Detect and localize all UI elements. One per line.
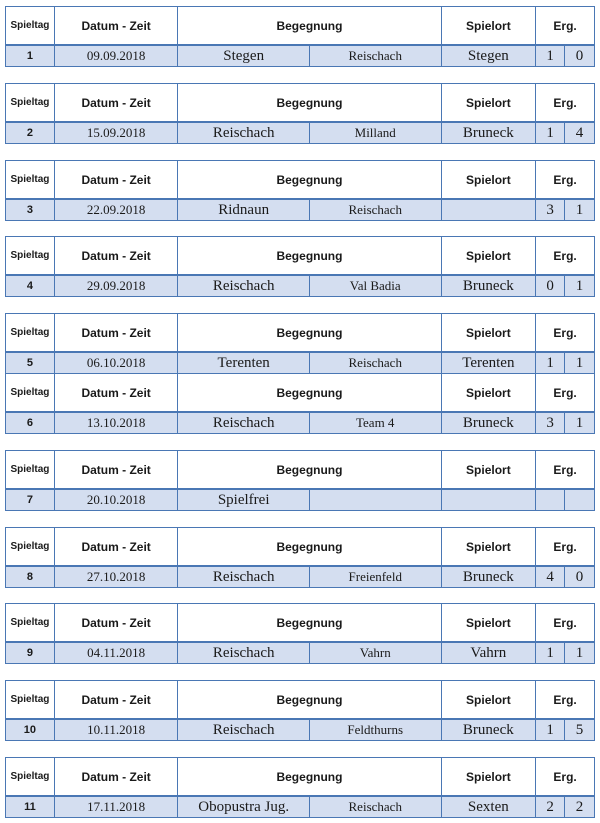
header-spieltag: Spieltag xyxy=(6,84,55,121)
datum-cell: 06.10.2018 xyxy=(55,353,179,373)
spieltag-cell: 11 xyxy=(6,797,55,817)
header-ergebnis: Erg. xyxy=(553,95,577,110)
match-block xyxy=(5,313,595,374)
tore-heim-cell: 0 xyxy=(536,276,565,296)
datum-cell: 15.09.2018 xyxy=(55,123,179,143)
header-spielort: Spielort xyxy=(442,451,537,488)
header-begegnung: Begegnung xyxy=(178,451,441,488)
gast-team-cell: Reischach xyxy=(310,200,442,220)
header-ergebnis: Erg. xyxy=(553,462,577,477)
datum-cell: 13.10.2018 xyxy=(55,413,179,433)
datum-cell: 29.09.2018 xyxy=(55,276,179,296)
gast-team-cell: Val Badia xyxy=(310,276,442,296)
header-spielort: Spielort xyxy=(442,7,537,44)
header-datum: Datum - Zeit xyxy=(55,237,179,274)
header-ergebnis: Erg. xyxy=(553,615,577,630)
tore-gast-cell: 4 xyxy=(575,124,584,141)
header-spielort: Spielort xyxy=(442,84,537,121)
spieltag-cell: 8 xyxy=(6,567,55,587)
spielort-cell: Vahrn xyxy=(442,643,537,663)
datum-cell: 17.11.2018 xyxy=(55,797,179,817)
gast-team-cell: Team 4 xyxy=(310,413,442,433)
tore-gast-cell: 1 xyxy=(575,277,584,294)
header-datum: Datum - Zeit xyxy=(55,374,179,411)
match-row xyxy=(6,720,594,740)
gast-team-cell: Reischach xyxy=(310,797,442,817)
header-spieltag: Spieltag xyxy=(6,758,55,795)
tore-heim-cell xyxy=(536,490,565,510)
datum-cell: 04.11.2018 xyxy=(55,643,179,663)
header-ergebnis: Erg. xyxy=(553,248,577,263)
spieltag-cell: 5 xyxy=(6,353,55,373)
header-datum: Datum - Zeit xyxy=(55,528,179,565)
spielort-cell: Bruneck xyxy=(442,123,537,143)
header-row xyxy=(6,604,594,643)
match-block xyxy=(5,236,595,297)
match-row xyxy=(6,276,594,296)
gast-team-cell: Freienfeld xyxy=(310,567,442,587)
heim-team-cell: Reischach xyxy=(178,123,310,143)
match-row xyxy=(6,200,594,220)
spieltag-cell: 6 xyxy=(6,413,55,433)
header-spieltag: Spieltag xyxy=(6,681,55,718)
header-spieltag: Spieltag xyxy=(6,237,55,274)
header-spieltag: Spieltag xyxy=(6,604,55,641)
datum-cell: 22.09.2018 xyxy=(55,200,179,220)
match-block xyxy=(5,680,595,741)
header-spielort: Spielort xyxy=(442,758,537,795)
spielort-cell: Bruneck xyxy=(442,413,537,433)
header-begegnung: Begegnung xyxy=(178,604,441,641)
tore-gast-cell: 0 xyxy=(575,47,584,64)
match-row xyxy=(6,123,594,143)
datum-cell: 20.10.2018 xyxy=(55,490,179,510)
header-spieltag: Spieltag xyxy=(6,451,55,488)
spielort-cell xyxy=(442,490,537,510)
heim-team-cell: Reischach xyxy=(178,276,310,296)
header-spielort: Spielort xyxy=(442,161,537,198)
header-row xyxy=(6,314,594,353)
header-ergebnis: Erg. xyxy=(553,692,577,707)
header-ergebnis: Erg. xyxy=(553,539,577,554)
gast-team-cell: Reischach xyxy=(310,46,442,66)
datum-cell: 09.09.2018 xyxy=(55,46,179,66)
header-spieltag: Spieltag xyxy=(6,161,55,198)
gast-team-cell: Vahrn xyxy=(310,643,442,663)
tore-gast-cell xyxy=(565,490,594,510)
tore-heim-cell: 1 xyxy=(536,46,565,66)
header-row xyxy=(6,451,594,490)
spielort-cell: Bruneck xyxy=(442,567,537,587)
match-block xyxy=(5,603,595,664)
match-block xyxy=(5,527,595,588)
tore-heim-cell: 1 xyxy=(536,643,565,663)
header-spielort: Spielort xyxy=(442,237,537,274)
spielort-cell: Bruneck xyxy=(442,720,537,740)
tore-heim-cell: 3 xyxy=(536,413,565,433)
spieltag-cell: 7 xyxy=(6,490,55,510)
spielort-cell: Terenten xyxy=(442,353,537,373)
match-row xyxy=(6,797,594,817)
spieltag-cell: 4 xyxy=(6,276,55,296)
header-spielort: Spielort xyxy=(442,681,537,718)
header-datum: Datum - Zeit xyxy=(55,314,179,351)
header-begegnung: Begegnung xyxy=(178,237,441,274)
tore-heim-cell: 1 xyxy=(536,720,565,740)
gast-team-cell: Feldthurns xyxy=(310,720,442,740)
header-ergebnis: Erg. xyxy=(553,18,577,33)
gast-team-cell: Milland xyxy=(310,123,442,143)
header-row xyxy=(6,758,594,797)
header-begegnung: Begegnung xyxy=(178,7,441,44)
header-ergebnis: Erg. xyxy=(553,769,577,784)
heim-team-cell: Spielfrei xyxy=(178,490,310,510)
gast-team-cell: Reischach xyxy=(310,353,442,373)
header-spielort: Spielort xyxy=(442,528,537,565)
header-row xyxy=(6,237,594,276)
tore-gast-cell: 1 xyxy=(575,644,584,661)
heim-team-cell: Reischach xyxy=(178,413,310,433)
tore-gast-cell: 0 xyxy=(575,568,584,585)
match-row xyxy=(6,490,594,510)
header-row xyxy=(6,84,594,123)
match-row xyxy=(6,643,594,663)
header-datum: Datum - Zeit xyxy=(55,604,179,641)
match-row xyxy=(6,413,594,433)
header-begegnung: Begegnung xyxy=(178,681,441,718)
match-row xyxy=(6,567,594,587)
tore-gast-cell: 1 xyxy=(575,201,584,218)
tore-heim-cell: 1 xyxy=(536,353,565,373)
match-block xyxy=(5,160,595,221)
heim-team-cell: Reischach xyxy=(178,567,310,587)
header-row xyxy=(6,7,594,46)
match-block xyxy=(5,450,595,511)
tore-gast-cell: 2 xyxy=(575,798,584,815)
header-begegnung: Begegnung xyxy=(178,528,441,565)
spielort-cell: Stegen xyxy=(442,46,537,66)
header-ergebnis: Erg. xyxy=(553,385,577,400)
heim-team-cell: Obopustra Jug. xyxy=(178,797,310,817)
header-begegnung: Begegnung xyxy=(178,161,441,198)
header-spieltag: Spieltag xyxy=(6,528,55,565)
datum-cell: 27.10.2018 xyxy=(55,567,179,587)
header-spielort: Spielort xyxy=(442,604,537,641)
match-row xyxy=(6,46,594,66)
tore-heim-cell: 2 xyxy=(536,797,565,817)
gast-team-cell xyxy=(310,490,442,510)
header-row xyxy=(6,681,594,720)
spielort-cell xyxy=(442,200,537,220)
match-block xyxy=(5,373,595,434)
header-datum: Datum - Zeit xyxy=(55,161,179,198)
header-begegnung: Begegnung xyxy=(178,758,441,795)
header-row xyxy=(6,528,594,567)
header-spielort: Spielort xyxy=(442,314,537,351)
header-ergebnis: Erg. xyxy=(553,325,577,340)
match-block xyxy=(5,83,595,144)
heim-team-cell: Reischach xyxy=(178,720,310,740)
heim-team-cell: Reischach xyxy=(178,643,310,663)
header-begegnung: Begegnung xyxy=(178,314,441,351)
header-spieltag: Spieltag xyxy=(6,374,55,411)
heim-team-cell: Ridnaun xyxy=(178,200,310,220)
spieltag-cell: 3 xyxy=(6,200,55,220)
spieltag-cell: 2 xyxy=(6,123,55,143)
header-row xyxy=(6,161,594,200)
spieltag-cell: 10 xyxy=(6,720,55,740)
header-spielort: Spielort xyxy=(442,374,537,411)
header-datum: Datum - Zeit xyxy=(55,84,179,121)
tore-gast-cell: 1 xyxy=(575,354,584,371)
heim-team-cell: Stegen xyxy=(178,46,310,66)
header-spieltag: Spieltag xyxy=(6,314,55,351)
match-block xyxy=(5,757,595,818)
header-datum: Datum - Zeit xyxy=(55,758,179,795)
spieltag-cell: 1 xyxy=(6,46,55,66)
header-row xyxy=(6,374,594,413)
match-row xyxy=(6,353,594,373)
header-spieltag: Spieltag xyxy=(6,7,55,44)
heim-team-cell: Terenten xyxy=(178,353,310,373)
spieltag-cell: 9 xyxy=(6,643,55,663)
datum-cell: 10.11.2018 xyxy=(55,720,179,740)
tore-heim-cell: 3 xyxy=(536,200,565,220)
match-block xyxy=(5,6,595,67)
header-datum: Datum - Zeit xyxy=(55,7,179,44)
header-ergebnis: Erg. xyxy=(553,172,577,187)
header-begegnung: Begegnung xyxy=(178,84,441,121)
header-datum: Datum - Zeit xyxy=(55,681,179,718)
spielort-cell: Bruneck xyxy=(442,276,537,296)
header-begegnung: Begegnung xyxy=(178,374,441,411)
spielort-cell: Sexten xyxy=(442,797,537,817)
tore-heim-cell: 4 xyxy=(536,567,565,587)
tore-gast-cell: 5 xyxy=(575,721,584,738)
tore-heim-cell: 1 xyxy=(536,123,565,143)
header-datum: Datum - Zeit xyxy=(55,451,179,488)
tore-gast-cell: 1 xyxy=(575,414,584,431)
